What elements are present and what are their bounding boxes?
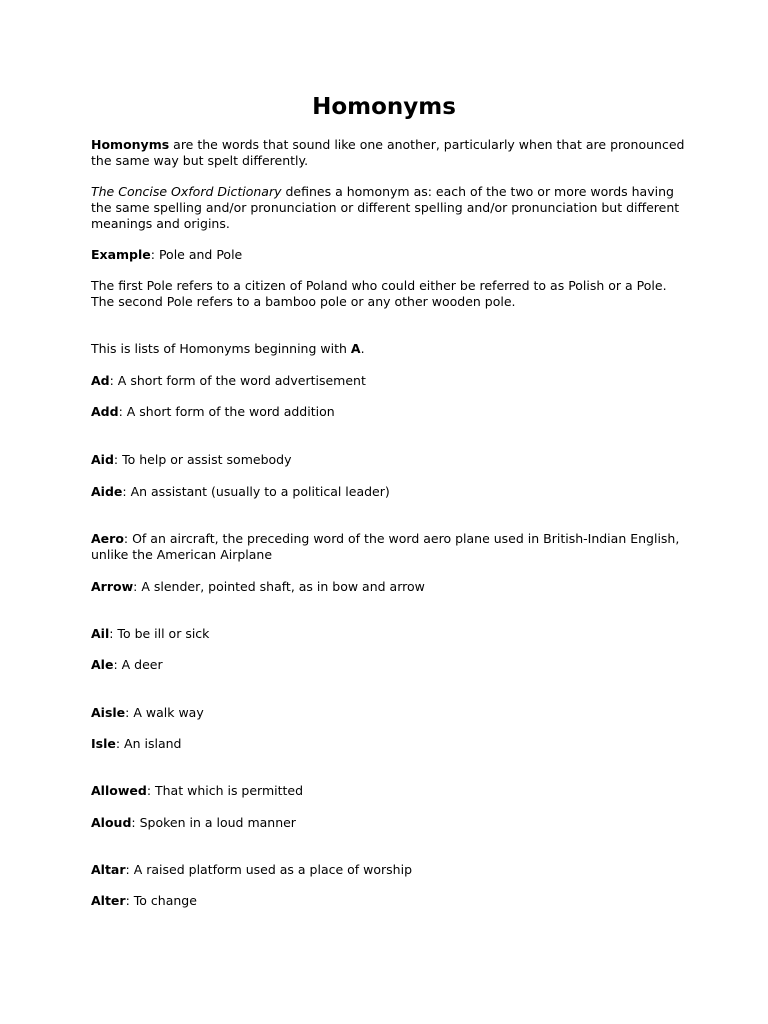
entry-word: Aero: [91, 531, 124, 546]
entry-add: [91, 404, 691, 420]
entry-definition: : A slender, pointed shaft, as in bow and arrow: [133, 579, 425, 594]
entry-aid: [91, 452, 691, 468]
entry-word: Add: [91, 404, 119, 419]
entry-word: Aid: [91, 452, 114, 467]
entry-word: Altar: [91, 862, 126, 877]
intro-text: are the words that sound like one another, particularly when that are pronounced the same way but spelt differently.: [91, 137, 685, 168]
example-paragraph: [91, 247, 691, 263]
definition-paragraph: [91, 184, 691, 232]
entry-definition: : A walk way: [125, 705, 204, 720]
entry-word: Alter: [91, 893, 126, 908]
entry-word: Arrow: [91, 579, 134, 594]
entry-arrow: [91, 579, 691, 595]
entry-definition: : A short form of the word addition: [118, 404, 335, 419]
entry-word: Aisle: [91, 705, 126, 720]
example-explanation: The first Pole refers to a citizen of Poland who could either be referred to as Polish or a Pole. The second Pole refers to a bamboo pole or any other wooden pole.: [91, 278, 667, 309]
entry-ale: [91, 657, 691, 673]
entry-isle: [91, 736, 691, 752]
entry-aide: [91, 484, 691, 500]
intro-paragraph: [91, 137, 691, 169]
list-intro-text: This is lists of Homonyms beginning with: [91, 341, 351, 356]
example-label: Example: [91, 247, 151, 262]
intro-term: Homonyms: [91, 137, 170, 152]
entry-definition: : That which is permitted: [146, 783, 304, 798]
entry-definition: : To be ill or sick: [109, 626, 210, 641]
list-intro: [91, 341, 691, 357]
entry-definition: : An assistant (usually to a political leader): [122, 484, 390, 499]
entry-definition: : To change: [125, 893, 197, 908]
entry-aero: [91, 531, 691, 563]
entry-word: Aloud: [91, 815, 132, 830]
entry-definition: : A deer: [113, 657, 163, 672]
definition-text: defines a homonym as: each of the two or more words having the same spelling and/or pronunciation or different spelling and/or pronunciation but different meanings and origins.: [91, 184, 680, 231]
entry-word: Allowed: [91, 783, 147, 798]
entry-word: Ail: [91, 626, 110, 641]
entry-definition: : An island: [115, 736, 182, 751]
entry-definition: : A short form of the word advertisement: [109, 373, 366, 388]
definition-source: The Concise Oxford Dictionary: [91, 184, 282, 199]
entry-word: Aide: [91, 484, 123, 499]
entry-alter: [91, 893, 691, 909]
entry-word: Ale: [91, 657, 114, 672]
list-intro-letter: A: [350, 341, 361, 356]
entry-definition: : A raised platform used as a place of worship: [125, 862, 413, 877]
page-title: Homonyms: [312, 94, 456, 120]
list-intro-end: .: [360, 341, 365, 356]
example-text: : Pole and Pole: [150, 247, 243, 262]
entry-ad: [91, 373, 691, 389]
entry-aisle: [91, 705, 691, 721]
entry-word: Ad: [91, 373, 110, 388]
entry-aloud: [91, 815, 691, 831]
entry-definition: : Of an aircraft, the preceding word of the word aero plane used in British-Indian English, unlike the American Airplane: [91, 531, 680, 562]
entry-definition: : To help or assist somebody: [113, 452, 292, 467]
entry-ail: [91, 626, 691, 642]
entry-allowed: [91, 783, 691, 799]
entry-definition: : Spoken in a loud manner: [131, 815, 296, 830]
entry-word: Isle: [91, 736, 116, 751]
entry-altar: [91, 862, 691, 878]
